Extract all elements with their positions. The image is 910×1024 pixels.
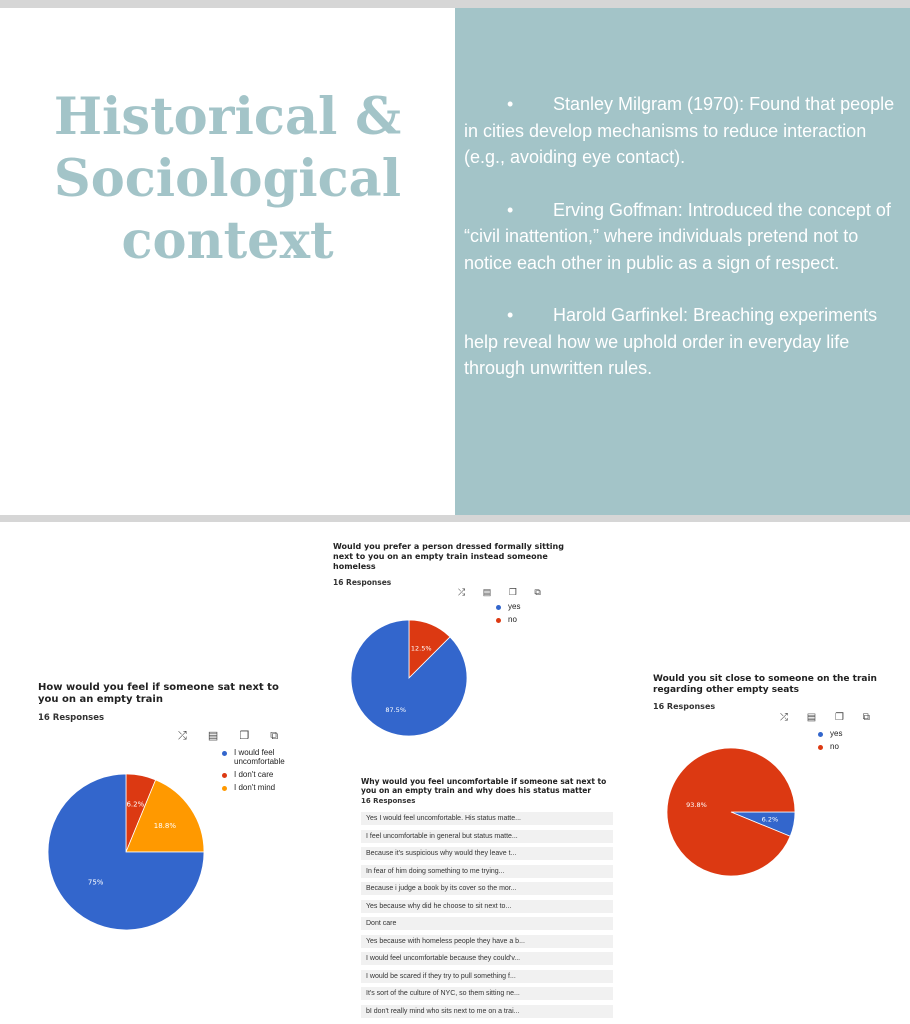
title-line: Historical & bbox=[53, 87, 402, 147]
pie-slice-yes[interactable] bbox=[351, 620, 467, 736]
legend-label: no bbox=[830, 742, 839, 751]
legend-swatch bbox=[222, 751, 227, 756]
legend-swatch bbox=[818, 732, 823, 737]
legend-label: I don't care bbox=[234, 770, 274, 779]
responses-count: 16 Responses bbox=[333, 578, 392, 587]
pie-chart-prefer bbox=[339, 620, 481, 738]
save-icon[interactable]: ▤ bbox=[482, 587, 494, 597]
copy-icon[interactable]: ❐ bbox=[508, 587, 519, 597]
response-list bbox=[361, 812, 613, 1022]
pie-data-label: 12.5% bbox=[410, 644, 432, 653]
bullet-text: Erving Goffman: Introduced the concept of “civil inattention,” where individuals pretend not to notice each other in public as a sign of respect. bbox=[464, 199, 891, 273]
legend-label: I don't mind bbox=[234, 783, 276, 792]
pie-data-label: 6.2% bbox=[126, 800, 145, 809]
title-line: context bbox=[121, 211, 334, 271]
save-icon[interactable]: ▤ bbox=[207, 730, 221, 742]
legend-label: yes bbox=[830, 729, 843, 738]
chart-title: Why would you feel uncomfortable if someone sat next to you on an empty train and why does his status matter bbox=[361, 777, 607, 795]
pie-data-label: 87.5% bbox=[385, 706, 407, 715]
bullet-text: Harold Garfinkel: Breaching experiments help reveal how we uphold order in everyday life through unwritten rules. bbox=[464, 305, 878, 378]
shuffle-icon[interactable]: ⤮ bbox=[780, 712, 790, 723]
responses-count: 16 Responses bbox=[361, 797, 416, 805]
legend-swatch bbox=[222, 786, 227, 791]
bullet-text: Stanley Milgram (1970): Found that people in cities develop mechanisms to reduce interaction (e.g., avoiding eye contact). bbox=[464, 94, 895, 167]
legend-label: yes bbox=[508, 602, 521, 611]
legend-swatch bbox=[222, 773, 227, 778]
expand-icon[interactable]: ⧉ bbox=[862, 712, 872, 723]
chart-legend bbox=[818, 729, 878, 755]
chart-title: How would you feel if someone sat next to you on an empty train bbox=[38, 682, 279, 705]
chart-title: Would you prefer a person dressed formally sitting next to you on an empty train instead someone homeless bbox=[333, 542, 564, 571]
copy-icon[interactable]: ❐ bbox=[239, 730, 252, 742]
legend-item bbox=[222, 783, 292, 792]
responses-count: 16 Responses bbox=[38, 713, 105, 723]
chart-toolbar bbox=[458, 587, 543, 598]
legend-swatch bbox=[818, 745, 823, 750]
chart-toolbar bbox=[178, 729, 280, 743]
legend-item bbox=[496, 615, 556, 624]
pie-data-label: 18.8% bbox=[153, 821, 176, 830]
expand-icon[interactable]: ⧉ bbox=[534, 587, 543, 597]
legend-swatch bbox=[496, 618, 501, 623]
responses-count: 16 Responses bbox=[653, 702, 716, 711]
bullet-item bbox=[464, 197, 904, 277]
chart-prefer-formal bbox=[333, 542, 573, 587]
slide-historical-context bbox=[0, 8, 910, 515]
response-row: I would be scared if they try to pull something f... bbox=[361, 970, 613, 983]
legend-item bbox=[818, 742, 878, 751]
bullet-panel bbox=[455, 8, 910, 515]
chart-sit-close bbox=[653, 674, 893, 711]
pie-data-label: 93.8% bbox=[686, 801, 707, 810]
legend-item bbox=[818, 729, 878, 738]
bullet-list bbox=[464, 91, 904, 408]
chart-legend bbox=[222, 748, 292, 796]
legend-item bbox=[496, 602, 556, 611]
bullet-item bbox=[464, 302, 904, 382]
pie-chart-sit-close bbox=[660, 746, 802, 878]
save-icon[interactable]: ▤ bbox=[806, 712, 819, 723]
chart-title: Would you sit close to someone on the train regarding other empty seats bbox=[653, 674, 877, 695]
response-row: Because i judge a book by its cover so the mor... bbox=[361, 882, 613, 895]
chart-legend bbox=[496, 602, 556, 628]
chart-why-uncomfortable bbox=[361, 778, 621, 805]
bullet-dot: • bbox=[507, 305, 514, 325]
response-row: Dont care bbox=[361, 917, 613, 930]
copy-icon[interactable]: ❐ bbox=[835, 712, 846, 723]
legend-label: I would feel uncomfortable bbox=[234, 748, 285, 766]
chart-toolbar bbox=[780, 712, 872, 723]
title-panel bbox=[0, 8, 455, 515]
slide-title bbox=[0, 86, 455, 272]
response-row: In fear of him doing something to me trying... bbox=[361, 865, 613, 878]
response-row: I would feel uncomfortable because they could'v... bbox=[361, 952, 613, 965]
shuffle-icon[interactable]: ⤮ bbox=[178, 730, 189, 742]
pie-slice-no[interactable] bbox=[667, 748, 795, 876]
bullet-dot: • bbox=[507, 94, 514, 114]
legend-label: no bbox=[508, 615, 517, 624]
legend-item bbox=[222, 770, 292, 779]
title-line: Sociological bbox=[53, 149, 402, 209]
response-row: Yes because with homeless people they have a b... bbox=[361, 935, 613, 948]
chart-feel-sat-next bbox=[38, 682, 288, 723]
shuffle-icon[interactable]: ⤮ bbox=[458, 587, 468, 597]
bullet-dot: • bbox=[507, 199, 514, 220]
response-row: Because it's suspicious why would they leave t... bbox=[361, 847, 613, 860]
response-row: bI don't really mind who sits next to me on a trai... bbox=[361, 1005, 613, 1018]
pie-data-label: 6.2% bbox=[761, 815, 779, 824]
response-row: I feel uncomfortable in general but status matte... bbox=[361, 830, 613, 843]
slide-survey-results bbox=[0, 522, 910, 1024]
bullet-item bbox=[464, 91, 904, 171]
expand-icon[interactable]: ⧉ bbox=[270, 730, 281, 742]
pie-chart-feel bbox=[46, 772, 206, 932]
response-row: Yes because why did he choose to sit next to... bbox=[361, 900, 613, 913]
response-row: It's sort of the culture of NYC, so them sitting ne... bbox=[361, 987, 613, 1000]
legend-swatch bbox=[496, 605, 501, 610]
pie-data-label: 75% bbox=[87, 878, 104, 887]
response-row: Yes I would feel uncomfortable. His status matte... bbox=[361, 812, 613, 825]
legend-item bbox=[222, 748, 292, 766]
